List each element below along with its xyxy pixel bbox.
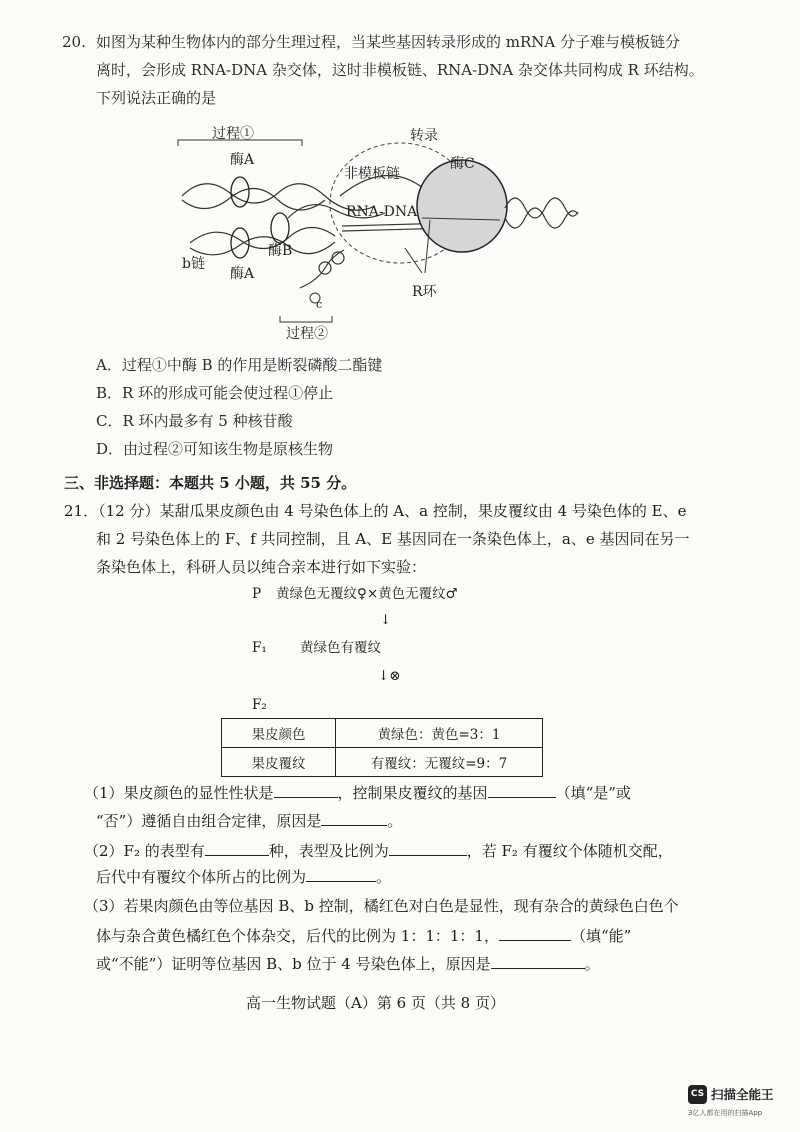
q21-sub1-part-c: （填“是”或 bbox=[555, 784, 631, 802]
q21-sub3-line3 bbox=[96, 953, 600, 974]
cross-p-label: P bbox=[252, 586, 262, 602]
q21-sub1-part-b: ，控制果皮覆纹的基因 bbox=[337, 784, 488, 802]
process2-label: 过程② bbox=[286, 326, 328, 342]
dna-strand-bottom-2 bbox=[190, 237, 335, 255]
scanner-watermark bbox=[688, 1085, 792, 1125]
q21-sub3-part-c: 或“不能”）证明等位基因 B、b 位于 4 号染色体上，原因是 bbox=[96, 955, 491, 973]
q21-line-2: 和 2 号染色体上的 F、f 共同控制，且 A、E 基因同在一条染色体上，a、e 基因同在另一 bbox=[96, 530, 690, 548]
cross-arrow-2: ↓⊗ bbox=[378, 668, 401, 684]
q21-sub2-part-d: 后代中有覆纹个体所占的比例为 bbox=[96, 868, 307, 886]
table-row bbox=[222, 748, 543, 777]
table-cell: 果皮覆纹 bbox=[222, 748, 336, 777]
transcription-label: 转录 bbox=[410, 128, 438, 144]
answer-blank-reason-1[interactable] bbox=[321, 810, 387, 826]
table-cell: 果皮颜色 bbox=[222, 719, 336, 748]
q21-line-3: 条染色体上，科研人员以纯合亲本进行如下实验： bbox=[96, 558, 427, 576]
cross-p-text: 黄绿色无覆纹♀×黄色无覆纹♂ bbox=[276, 586, 458, 602]
q20-option-c: C．R 环内最多有 5 种核苷酸 bbox=[96, 412, 293, 430]
q21-sub1-part-d: “否”）遵循自由组合定律，原因是 bbox=[96, 812, 322, 830]
q20-option-b: B．R 环的形成可能会使过程①停止 bbox=[96, 384, 334, 402]
q21-sub3-line1: （3）若果肉颜色由等位基因 B、b 控制，橘红色对白色是显性，现有杂合的黄绿色白色个 bbox=[84, 897, 679, 915]
q20-line-2: 离时，会形成 RNA-DNA 杂交体，这时非模板链、RNA-DNA 杂交体共同构成 R 环结构。 bbox=[96, 61, 704, 79]
q21-line-1: 21．（12 分）某甜瓜果皮颜色由 4 号染色体上的 A、a 控制，果皮覆纹由 4 号染色体的 E、e bbox=[64, 502, 687, 520]
q21-sub2-part-a: （2）F₂ 的表型有 bbox=[84, 842, 205, 860]
f2-results-table bbox=[221, 718, 543, 777]
enzyme-a-top-label: 酶A bbox=[230, 152, 255, 168]
enzyme-a-bottom-oval bbox=[231, 228, 249, 258]
answer-blank-proportion[interactable] bbox=[306, 866, 376, 882]
c-label: c bbox=[316, 298, 323, 311]
q21-sub2-line2 bbox=[96, 866, 391, 887]
q20-line-3: 下列说法正确的是 bbox=[96, 89, 217, 107]
q20-line-1: 如图为某种生物体内的部分生理过程，当某些基因转录形成的 mRNA 分子难与模板链分 bbox=[96, 33, 681, 51]
answer-blank-phenotype-ratio[interactable] bbox=[389, 840, 467, 856]
q21-sub2-line1 bbox=[84, 840, 673, 861]
table-cell: 黄绿色：黄色=3：1 bbox=[336, 719, 543, 748]
q20-number: 20. bbox=[62, 33, 86, 51]
answer-blank-dominant-trait[interactable] bbox=[274, 782, 338, 798]
enzyme-c-label: 酶C bbox=[450, 156, 475, 172]
answer-blank-reason-3[interactable] bbox=[491, 953, 585, 969]
answer-blank-free-combination[interactable] bbox=[488, 782, 556, 798]
cross-f2-label: F₂ bbox=[252, 697, 267, 713]
q21-sub1-part-a: （1）果皮颜色的显性性状是 bbox=[84, 784, 274, 802]
cross-arrow-1: ↓ bbox=[380, 612, 392, 628]
r-loop-diagram bbox=[160, 118, 580, 348]
q21-sub3-part-d: 。 bbox=[584, 955, 600, 973]
enzyme-c-blob bbox=[417, 160, 507, 252]
enzyme-b-label: 酶B bbox=[268, 243, 293, 259]
cross-f1-text: 黄绿色有覆纹 bbox=[300, 640, 381, 656]
section-3-heading: 三、非选择题：本题共 5 小题，共 55 分。 bbox=[64, 474, 357, 492]
rna-dna-label: RNA-DNA bbox=[346, 204, 418, 220]
mrna-tail bbox=[300, 250, 344, 288]
q21-sub1-line1 bbox=[84, 782, 631, 803]
table-cell: 有覆纹：无覆纹=9：7 bbox=[336, 748, 543, 777]
q21-sub2-part-b: 种，表型及比例为 bbox=[268, 842, 389, 860]
q21-sub1-line2 bbox=[96, 810, 402, 831]
enzyme-b-oval bbox=[271, 213, 289, 243]
q21-sub3-part-a: 体与杂合黄色橘红色个体杂交，后代的比例为 1：1：1：1， bbox=[96, 927, 499, 945]
q21-sub2-part-c: ，若 F₂ 有覆纹个体随机交配， bbox=[466, 842, 673, 860]
rloop-label: R环 bbox=[412, 284, 437, 300]
answer-blank-phenotype-count[interactable] bbox=[205, 840, 269, 856]
page-footer: 高一生物试题（A）第 6 页（共 8 页） bbox=[246, 994, 505, 1012]
table-row bbox=[222, 719, 543, 748]
answer-blank-can-prove[interactable] bbox=[499, 925, 571, 941]
cross-f1-label: F₁ bbox=[252, 640, 267, 656]
process2-bracket bbox=[280, 316, 332, 322]
q20-option-a: A．过程①中酶 B 的作用是断裂磷酸二酯键 bbox=[96, 356, 383, 374]
q21-sub1-part-e: 。 bbox=[387, 812, 403, 830]
q21-sub2-part-e: 。 bbox=[376, 868, 392, 886]
rloop-pointer-1 bbox=[405, 248, 422, 273]
q20-option-d: D．由过程②可知该生物是原核生物 bbox=[96, 440, 334, 458]
scanner-app-name: 扫描全能王 bbox=[711, 1087, 774, 1102]
q21-sub3-part-b: （填“能” bbox=[570, 927, 632, 945]
dna-strand-bottom-1 bbox=[190, 227, 335, 248]
scanner-tagline: 3亿人都在用的扫描App bbox=[688, 1109, 763, 1117]
process1-label: 过程① bbox=[212, 126, 254, 142]
q21-sub3-line2 bbox=[96, 925, 631, 946]
scanner-logo-icon: CS bbox=[688, 1085, 707, 1104]
chain-label: b链 bbox=[182, 256, 205, 272]
nontemplate-label: 非模板链 bbox=[344, 166, 400, 182]
enzyme-a-bottom-label: 酶A bbox=[230, 266, 255, 282]
